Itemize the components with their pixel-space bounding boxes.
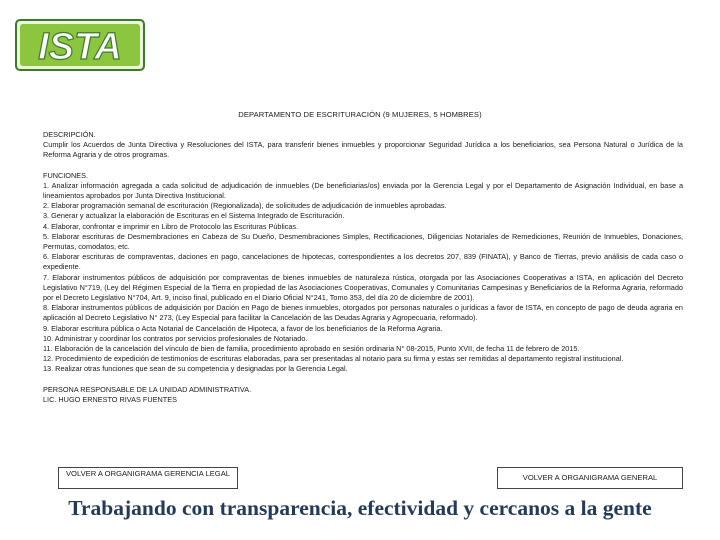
function-item: 8. Elaborar instrumentos públicos de adquisición por Dación en Pago de bienes inmuebles, otorgados por personas naturales o jurídicas a favor de ISTA, en concepto de pago de deuda agraria en aplicación al Decreto Legislativo N° 273, (Ley Especial para facilitar la Cancelación de las Deudas Agraria y Agropecuaria, reformado). (43, 303, 683, 323)
function-item: 12. Procedimiento de expedición de testimonios de escrituras elaboradas, para ser presentadas al notario para su firma y estas ser remitidas al departamento registral institucional. (43, 354, 624, 364)
logo-text: ISTA (38, 26, 122, 68)
functions-heading: FUNCIONES. (43, 170, 88, 180)
function-item: 11. Elaboración de la cancelación del vínculo de bien de familia, procedimiento aprobado en sesión ordinaria N° 08-2015, Punto XVII, de fecha 11 de febrero de 2015. (43, 344, 580, 354)
function-item: 6. Elaborar escrituras de compraventas, daciones en pago, cancelaciones de hipotecas, correspondientes a los decretos 207, 839 (FINATA), y Banco de Tierras, previo análisis de cada caso o expediente. (43, 252, 683, 272)
description-heading: DESCRIPCIÓN. (43, 130, 96, 139)
function-item: 10. Administrar y coordinar los contratos por servicios profesionales de Notariado. (43, 333, 308, 343)
ista-logo (14, 16, 146, 72)
footer-slogan: Trabajando con transparencia, efectividad y cercanos a la gente (68, 496, 652, 520)
function-item: 9. Elaborar escritura pública o Acta Notarial de Cancelación de Hipoteca, a favor de los beneficiarios de la Reforma Agraria. (43, 323, 443, 333)
function-item: 5. Elaborar escrituras de Desmembraciones en Cabeza de Su Dueño, Desmembraciones Simples, Rectificaciones, Diligencias Notariales de Remediciones, Reunión de Inmuebles, Donaciones, Permutas, comodatos, etc. (43, 231, 683, 252)
function-item: 7. Elaborar instrumentos públicos de adquisición por compraventas de bienes inmuebles de naturaleza rústica, otorgada por las Asociaciones Cooperativas a ISTA, en aplicación del Decreto Legislativo N°719, (Ley del Régimen Especial de la Tierra en propiedad de las Asociaciones Cooperativas, Comunales y Comunitarias Campesinas y Beneficiarios de la Reforma Agraria, reformado por el Decreto Legislativo N°704, Art. 9, inciso final, publicado en el Diario Oficial N°241, Tomo 353, del día 20 de diciembre de 2001). (43, 272, 683, 303)
responsible-label: PERSONA RESPONSABLE DE LA UNIDAD ADMINISTRATIVA. (43, 384, 252, 394)
back-to-general-org-chart-button[interactable]: VOLVER A ORGANIGRAMA GENERAL (497, 467, 683, 489)
responsible-name: LIC. HUGO ERNESTO RIVAS FUENTES (43, 394, 177, 404)
back-to-legal-org-chart-button[interactable]: VOLVER A ORGANIGRAMA GERENCIA LEGAL (58, 467, 238, 489)
ista-logo-graphic (14, 16, 146, 72)
description-text: Cumplir los Acuerdos de Junta Directiva y Resoluciones del ISTA, para transferir bienes inmuebles y proporcionar Seguridad Jurídica a los beneficiarios, sea Persona Natural o Jurídica de la Reforma Agraria y de otros programas. (43, 140, 683, 160)
function-item: 3. Generar y actualizar la elaboración de Escrituras en el Sistema Integrado de Escrituración. (43, 211, 345, 221)
function-item: 1. Analizar información agregada a cada solicitud de adjudicación de inmuebles (De beneficiarias/os) enviada por la Gerencia Legal y por el Departamento de Asignación Individual, en base a lineamientos aprobados por Junta Directiva Institucional. (43, 180, 683, 201)
function-item: 13. Realizar otras funciones que sean de su competencia y designadas por la Gerencia Legal. (43, 364, 348, 374)
content-body (43, 130, 683, 405)
function-item: 4. Elaborar, confrontar e imprimir en Libro de Protocolo las Escrituras Públicas. (43, 221, 299, 231)
function-item: 2. Elaborar programación semanal de escrituración (Regionalizada), de solicitudes de adjudicación de inmuebles aprobadas. (43, 201, 447, 211)
page-title: DEPARTAMENTO DE ESCRITURACIÓN (9 MUJERES, 5 HOMBRES) (238, 110, 482, 119)
